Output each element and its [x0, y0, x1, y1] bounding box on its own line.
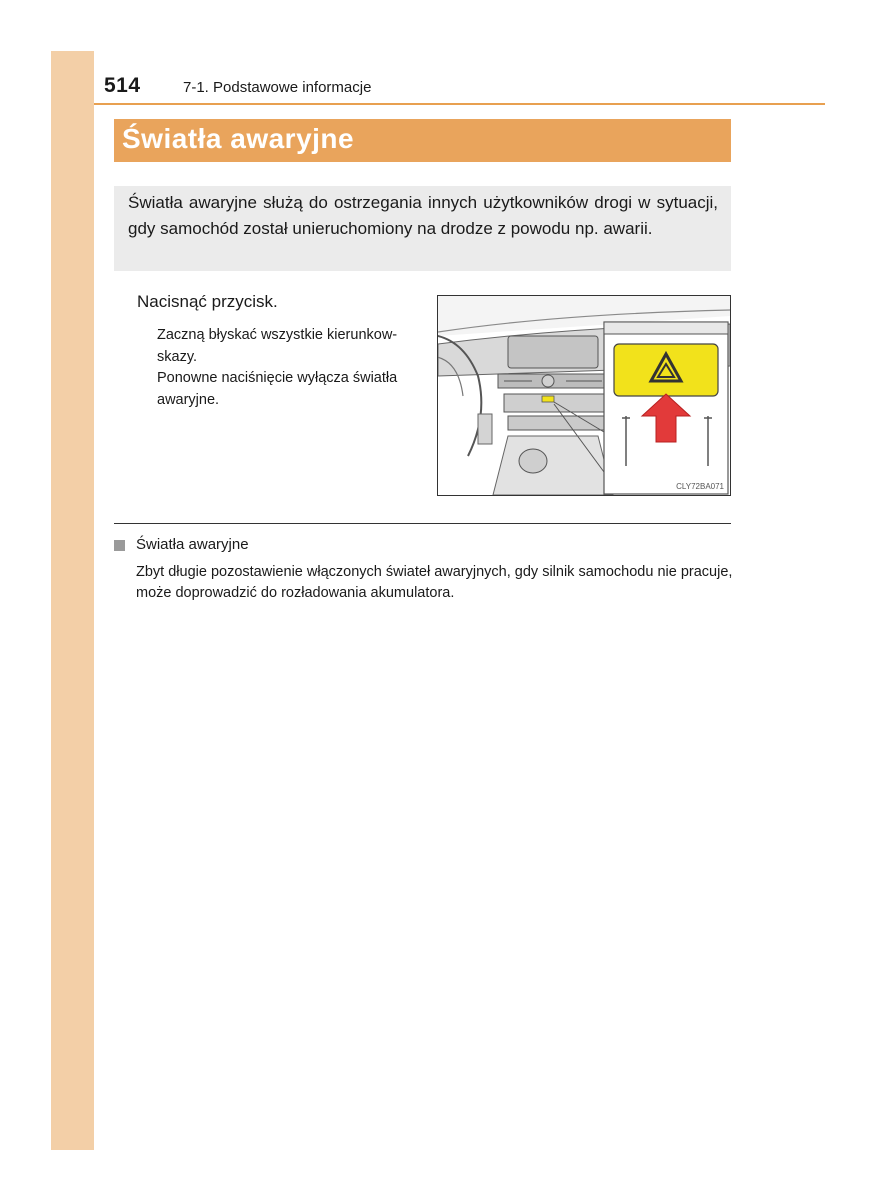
- dashboard-drawing: [438, 296, 730, 495]
- divider: [114, 523, 731, 524]
- side-tab: [51, 51, 94, 1150]
- step-line: Ponowne naciśnięcie wyłącza światła: [157, 370, 398, 386]
- step-description: [157, 325, 429, 411]
- step-line: skazy.: [157, 348, 198, 365]
- step-line: awaryjne.: [157, 391, 220, 408]
- note-title: Światła awaryjne: [136, 536, 249, 553]
- intro-text: Światła awaryjne służą do ostrzegania innych użytkowników drogi w sytuacji, gdy samochód został unieruchomiony na drodze z powodu np. awarii.: [128, 193, 718, 238]
- note-bullet-icon: [114, 540, 125, 551]
- title-bar: [114, 119, 731, 162]
- page-number: 514: [104, 74, 141, 97]
- header-rule: [94, 103, 825, 105]
- dashboard-illustration: [437, 295, 731, 496]
- intro-box: [114, 186, 731, 271]
- step-title: Nacisnąć przycisk.: [137, 292, 278, 311]
- section-label: 7-1. Podstawowe informacje: [183, 79, 372, 96]
- page-title: Światła awaryjne: [122, 123, 355, 154]
- note-body: Zbyt długie pozostawienie włączonych świateł awaryjnych, gdy silnik samochodu nie pracuje, może doprowadzić do rozładowania akumulatora.: [136, 564, 733, 601]
- figure-code: CLY72BA071: [676, 482, 724, 491]
- step-line: Zaczną błyskać wszystkie kierunkow-: [157, 327, 398, 343]
